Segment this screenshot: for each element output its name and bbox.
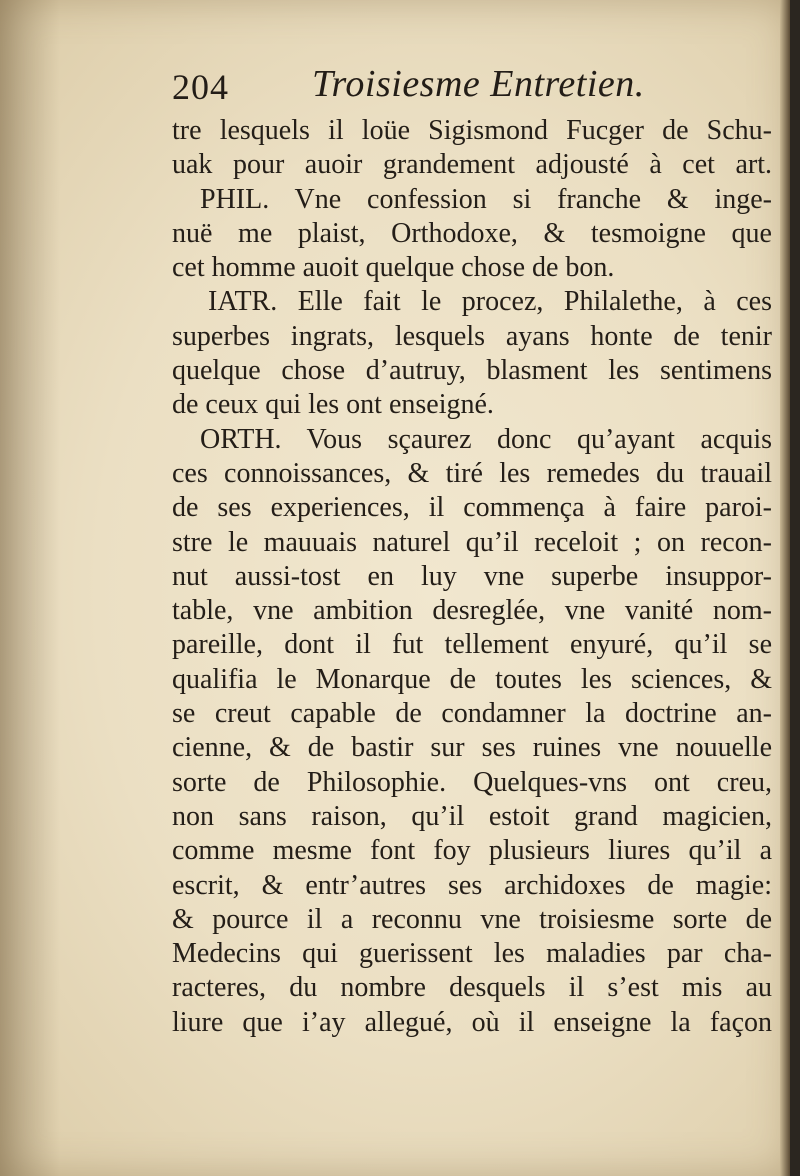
text-line: IATR. Elle fait le procez, Philalethe, à ces bbox=[208, 286, 772, 318]
text-line: stre le mauuais naturel qu’il receloit ; on recon- bbox=[172, 526, 772, 558]
text-line: nuë me plaist, Orthodoxe, & tesmoigne que bbox=[172, 217, 772, 249]
text-line: & pource il a reconnu vne troisiesme sorte de bbox=[172, 903, 772, 935]
page-header bbox=[172, 62, 692, 112]
text-line: ORTH. Vous sçaurez donc qu’ayant acquis bbox=[200, 423, 772, 455]
text-line: PHIL. Vne confession si franche & inge- bbox=[200, 183, 772, 215]
text-line: se creut capable de condamner la doctrine an- bbox=[172, 698, 772, 730]
text-line: pareille, dont il fut tellement enyuré, qu’il se bbox=[172, 629, 772, 661]
text-line: tre lesquels il loüe Sigismond Fucger de Schu- bbox=[172, 115, 772, 146]
text-line: comme mesme font foy plusieurs liures qu’il a bbox=[172, 835, 772, 867]
text-line: Medecins qui guerissent les maladies par cha- bbox=[172, 938, 772, 970]
text-line: nut aussi-tost en luy vne superbe insuppor- bbox=[172, 560, 772, 592]
text-line: superbes ingrats, lesquels ayans honte de tenir bbox=[172, 320, 772, 352]
text-line: cienne, & de bastir sur ses ruines vne nouuelle bbox=[172, 732, 772, 764]
text-line: table, vne ambition desreglée, vne vanité nom- bbox=[172, 595, 772, 627]
text-line: non sans raison, qu’il estoit grand magicien, bbox=[172, 800, 772, 832]
page-edge bbox=[780, 0, 790, 1176]
page-gutter-shadow bbox=[0, 0, 60, 1176]
text-line: ces connoissances, & tiré les remedes du trauail bbox=[172, 457, 772, 489]
text-line: sorte de Philosophie. Quelques-vns ont creu, bbox=[172, 766, 772, 798]
text-line: quelque chose d’autruy, blasment les sentimens bbox=[172, 355, 772, 387]
text-line: racteres, du nombre desquels il s’est mis au bbox=[172, 972, 772, 1004]
text-line: cet homme auoit quelque chose de bon. bbox=[172, 252, 615, 284]
page-number: 204 bbox=[172, 67, 229, 107]
text-line: uak pour auoir grandement adjousté à cet art. bbox=[172, 149, 772, 181]
body-text bbox=[172, 114, 772, 1040]
text-line: escrit, & entr’autres ses archidoxes de magie: bbox=[172, 869, 772, 901]
text-line: liure que i’ay allegué, où il enseigne la façon bbox=[172, 1006, 772, 1038]
text-line: qualifia le Monarque de toutes les sciences, & bbox=[172, 663, 772, 695]
text-line: de ceux qui les ont enseigné. bbox=[172, 389, 494, 421]
text-line: de ses experiences, il commença à faire paroi- bbox=[172, 492, 772, 524]
running-title: Troisiesme Entretien. bbox=[312, 63, 645, 105]
